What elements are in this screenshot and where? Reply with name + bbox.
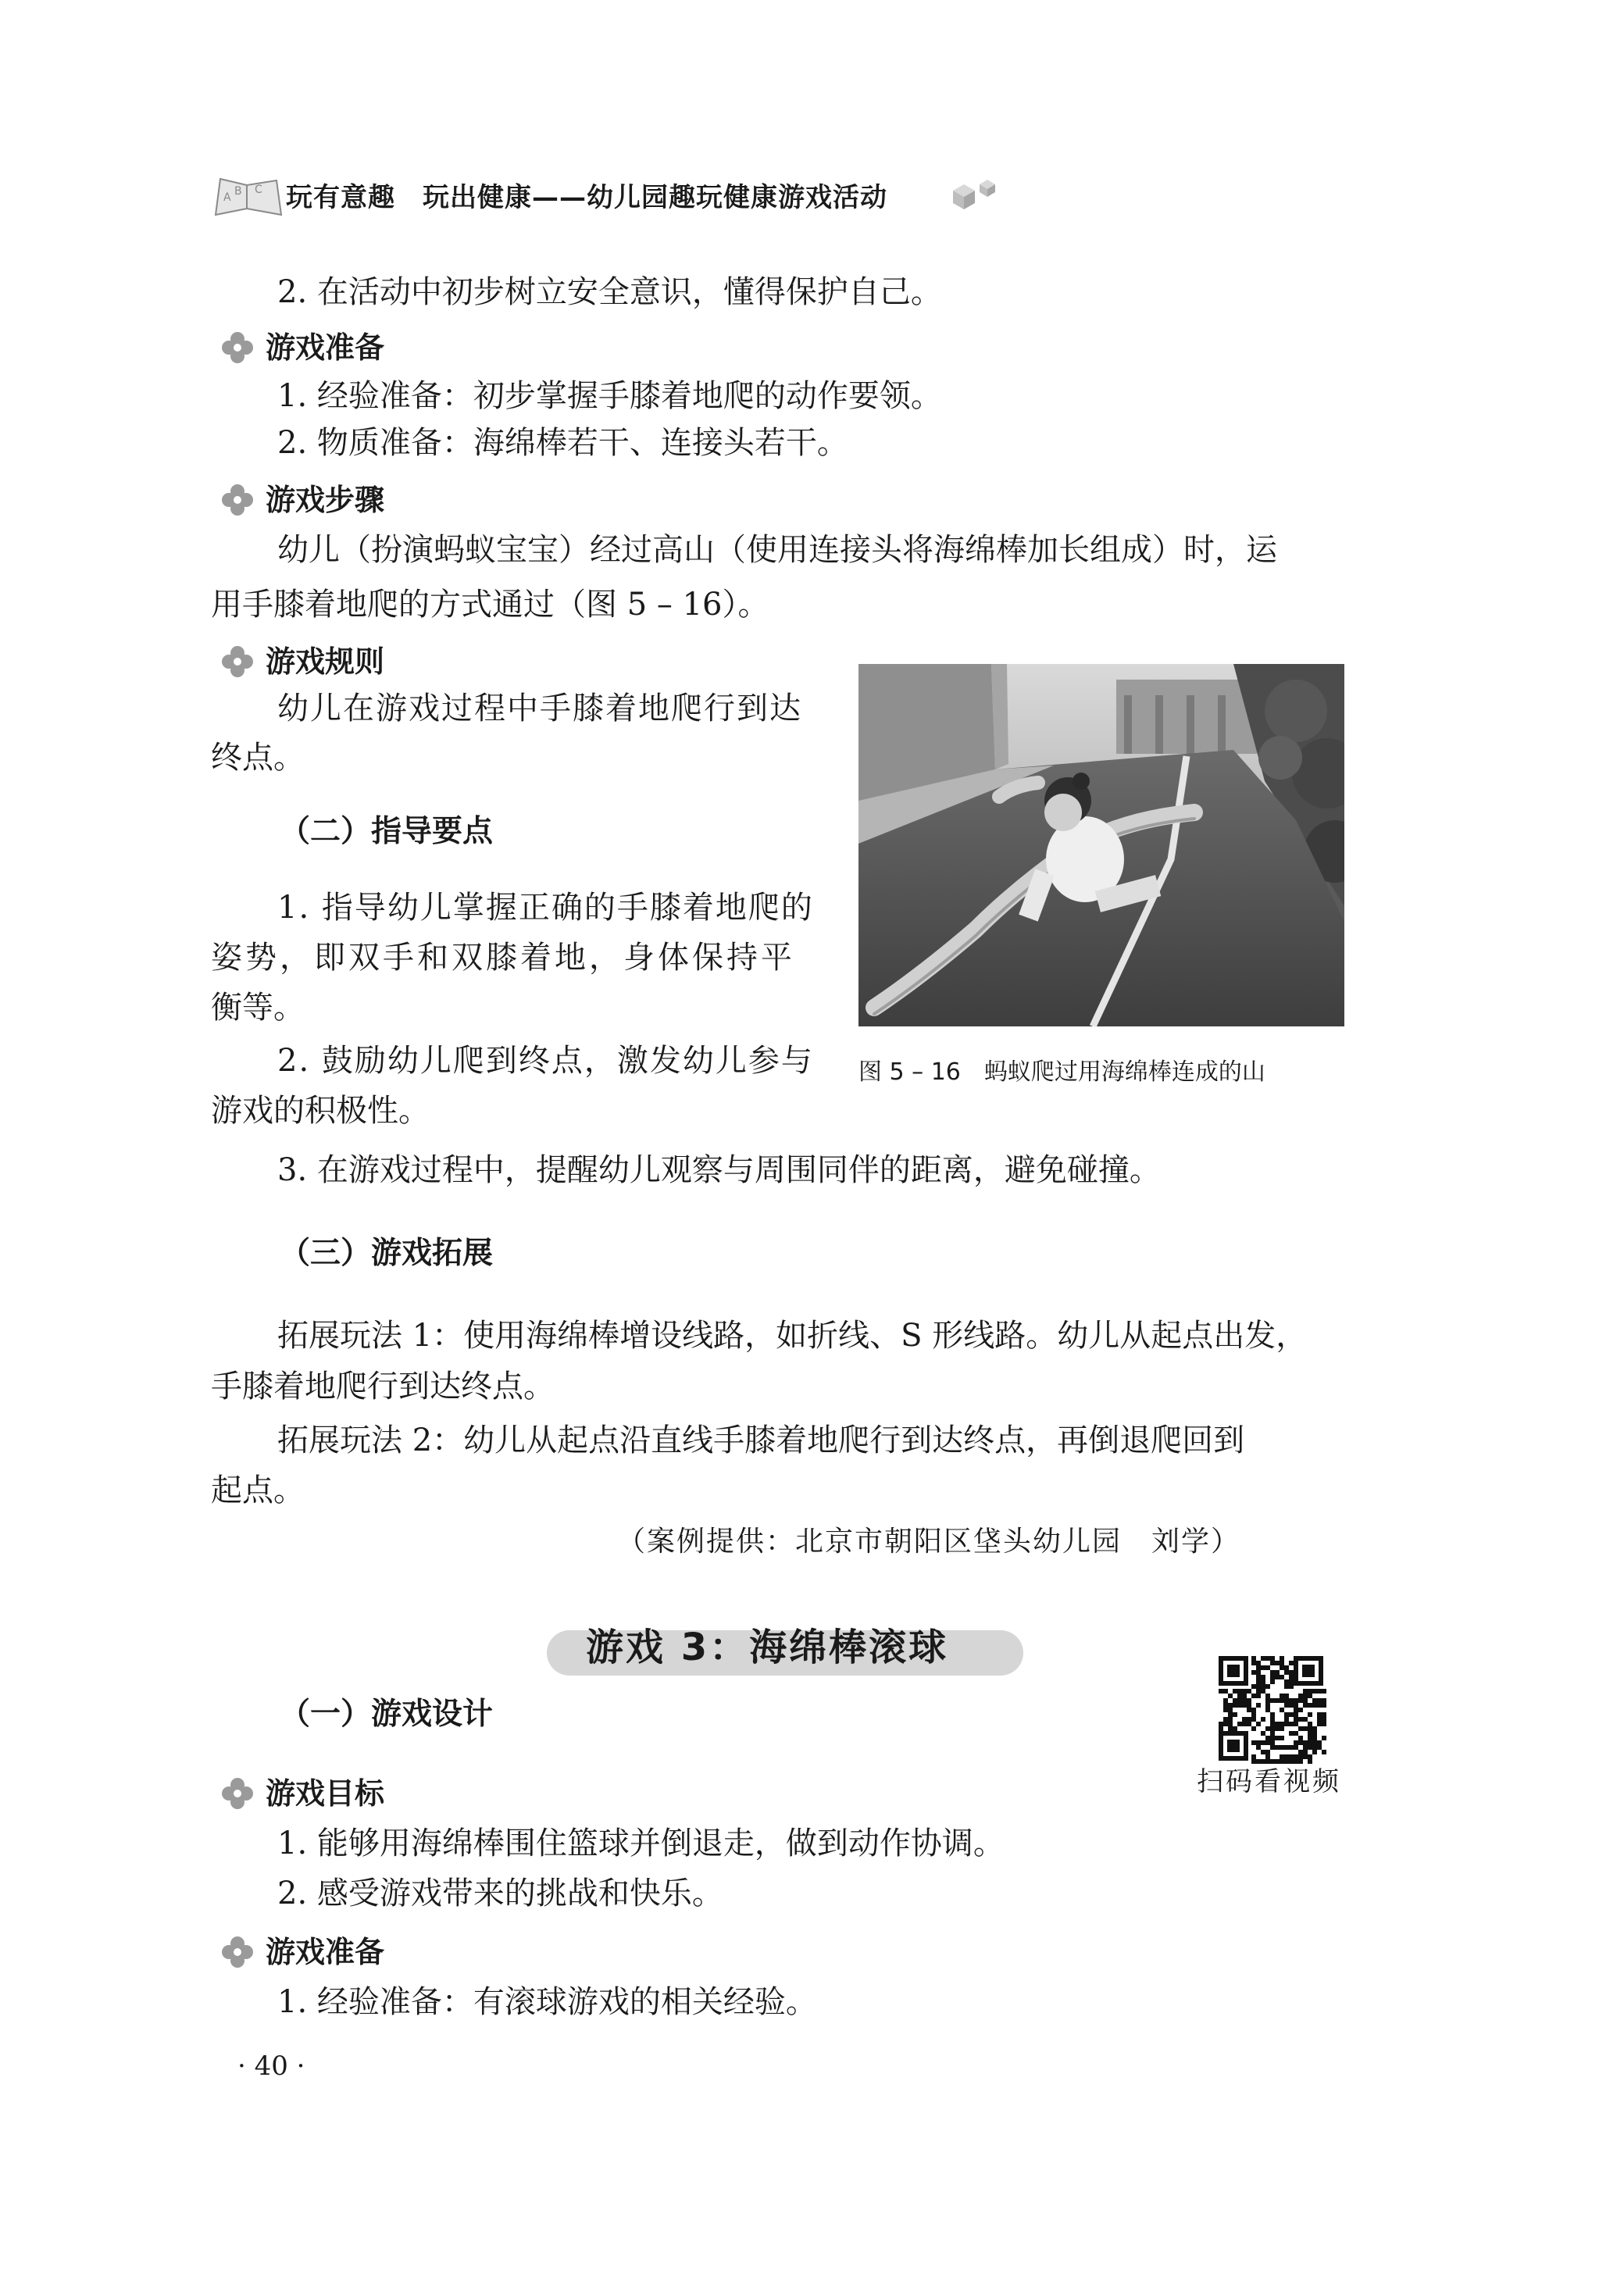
- guide-2-line-1: 2. 鼓励幼儿爬到终点，激发幼儿参与: [277, 1043, 814, 1079]
- ext-1-line-1: 拓展玩法 1：使用海绵棒增设线路，如折线、S 形线路。幼儿从起点出发，: [277, 1318, 1308, 1354]
- rules-title: 游戏规则: [266, 644, 385, 679]
- figure-photo: [858, 664, 1344, 1026]
- figure-caption: 图 5 – 16 蚂蚁爬过用海绵棒连成的山: [858, 1058, 1265, 1086]
- ext-2-line-1: 拓展玩法 2：幼儿从起点沿直线手膝着地爬行到达终点，再倒退爬回到: [277, 1422, 1245, 1458]
- clover-icon: [220, 644, 255, 679]
- qr-caption: 扫码看视频: [1197, 1766, 1341, 1797]
- crawling-child-photo: [858, 664, 1344, 1026]
- section-header-rules: [220, 638, 384, 685]
- qr-code[interactable]: [1215, 1653, 1326, 1764]
- steps-line-1: 幼儿（扮演蚂蚁宝宝）经过高山（使用连接头将海绵棒加长组成）时，运: [277, 532, 1277, 568]
- game3-goal-2-text: 2. 感受游戏带来的挑战和快乐。: [277, 1876, 723, 1911]
- section-header-goal: [220, 1770, 384, 1817]
- logo-letter-c: C: [255, 184, 262, 196]
- qr-code-icon: [1215, 1653, 1326, 1764]
- prep-1-text: 1. 经验准备：初步掌握手膝着地爬的动作要领。: [277, 378, 942, 414]
- guide-1-line-2: 姿势，即双手和双膝着地，身体保持平: [211, 940, 795, 976]
- guide-2-line-2: 游戏的积极性。: [211, 1093, 430, 1129]
- game3-prep-title: 游戏准备: [266, 1935, 385, 1969]
- page-number: · 40 ·: [237, 2050, 305, 2082]
- steps-title: 游戏步骤: [266, 483, 385, 517]
- guide-1-line-3: 衡等。: [211, 990, 305, 1026]
- header-title: 玩有意趣 玩出健康——幼儿园趣玩健康游戏活动: [286, 182, 887, 213]
- design-title: （一）游戏设计: [280, 1697, 494, 1732]
- rules-line-1: 幼儿在游戏过程中手膝着地爬行到达: [277, 691, 802, 726]
- dice-decoration-icon: [947, 173, 1001, 220]
- game3-goal-1-text: 1. 能够用海绵棒围住篮球并倒退走，做到动作协调。: [277, 1826, 1005, 1861]
- section-header-game3-prep: [220, 1929, 384, 1976]
- goal-title: 游戏目标: [266, 1776, 385, 1811]
- prep-2-text: 2. 物质准备：海绵棒若干、连接头若干。: [277, 425, 848, 461]
- clover-icon: [220, 1935, 255, 1969]
- clover-icon: [220, 330, 255, 365]
- ext-title: （三）游戏拓展: [280, 1236, 494, 1271]
- section-header-prep: [220, 324, 384, 371]
- credit-line: （案例提供：北京市朝阳区垡头幼儿园 刘学）: [617, 1526, 1241, 1558]
- clover-icon: [220, 1776, 255, 1811]
- steps-line-2: 用手膝着地爬的方式通过（图 5 – 16）。: [211, 587, 769, 623]
- logo-letter-a: A: [223, 191, 231, 204]
- guide-title: （二）指导要点: [280, 814, 494, 849]
- clover-icon: [220, 483, 255, 517]
- game3-prep-1-text: 1. 经验准备：有滚球游戏的相关经验。: [277, 1984, 817, 2020]
- book-logo-icon: [211, 174, 286, 221]
- ext-1-line-2: 手膝着地爬行到达终点。: [211, 1369, 555, 1404]
- section-header-steps: [220, 476, 384, 523]
- goal-2-text: 2. 在活动中初步树立安全意识，懂得保护自己。: [277, 274, 942, 310]
- header: [211, 170, 1148, 225]
- guide-1-line-1: 1. 指导幼儿掌握正确的手膝着地爬的: [277, 890, 814, 926]
- rules-line-2: 终点。: [211, 740, 305, 776]
- prep-title: 游戏准备: [266, 330, 385, 365]
- logo-letter-b: B: [234, 185, 242, 198]
- game-3-title: 游戏 3：海绵棒滚球: [586, 1626, 949, 1669]
- guide-3-text: 3. 在游戏过程中，提醒幼儿观察与周围同伴的距离，避免碰撞。: [277, 1152, 1161, 1188]
- ext-2-line-2: 起点。: [211, 1472, 305, 1508]
